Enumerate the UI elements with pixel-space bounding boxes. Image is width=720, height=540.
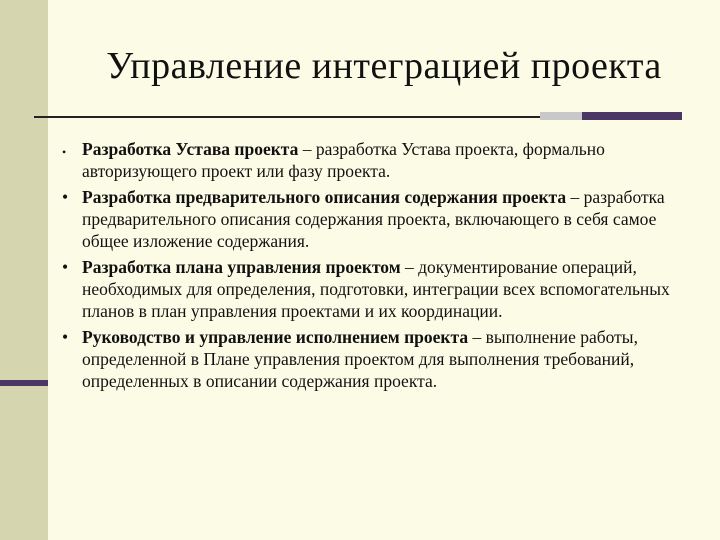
item-text: – документирование операций, необходимых для определения, подготовки, интеграции всех вспомогательных планов в план управления проектами и их координации. <box>82 257 670 321</box>
underline-accent-block <box>582 112 682 120</box>
list-item <box>58 256 698 322</box>
underline-gray-block <box>540 112 582 120</box>
bullet-icon: • <box>62 257 69 277</box>
item-text: – разработка предварительного описания содержания проекта, включающего в себя самое общее изложение содержания. <box>82 187 665 251</box>
bullet-icon: • <box>62 187 69 207</box>
item-term: Разработка предварительного описания содержания проекта <box>82 187 567 207</box>
item-text: – разработка Устава проекта, формально авторизующего проект или фазу проекта. <box>82 139 605 181</box>
item-term: Разработка плана управления проектом <box>82 257 401 277</box>
bullet-list <box>58 138 698 396</box>
bullet-icon: • <box>62 327 69 347</box>
left-decorative-band <box>0 0 48 540</box>
list-item <box>58 326 698 392</box>
item-term: Руководство и управление исполнением проекта <box>82 327 469 347</box>
left-accent-bar <box>0 380 48 386</box>
title-underline <box>34 116 540 118</box>
list-item <box>58 138 698 182</box>
list-item <box>58 186 698 252</box>
item-term: Разработка Устава проекта <box>82 139 299 159</box>
bullet-icon: • <box>62 145 67 159</box>
slide-title: Управление интеграцией проекта <box>106 45 662 87</box>
item-text: – выполнение работы, определенной в Плане управления проектом для выполнения требований, определенных в описании содержания проекта. <box>82 327 638 391</box>
